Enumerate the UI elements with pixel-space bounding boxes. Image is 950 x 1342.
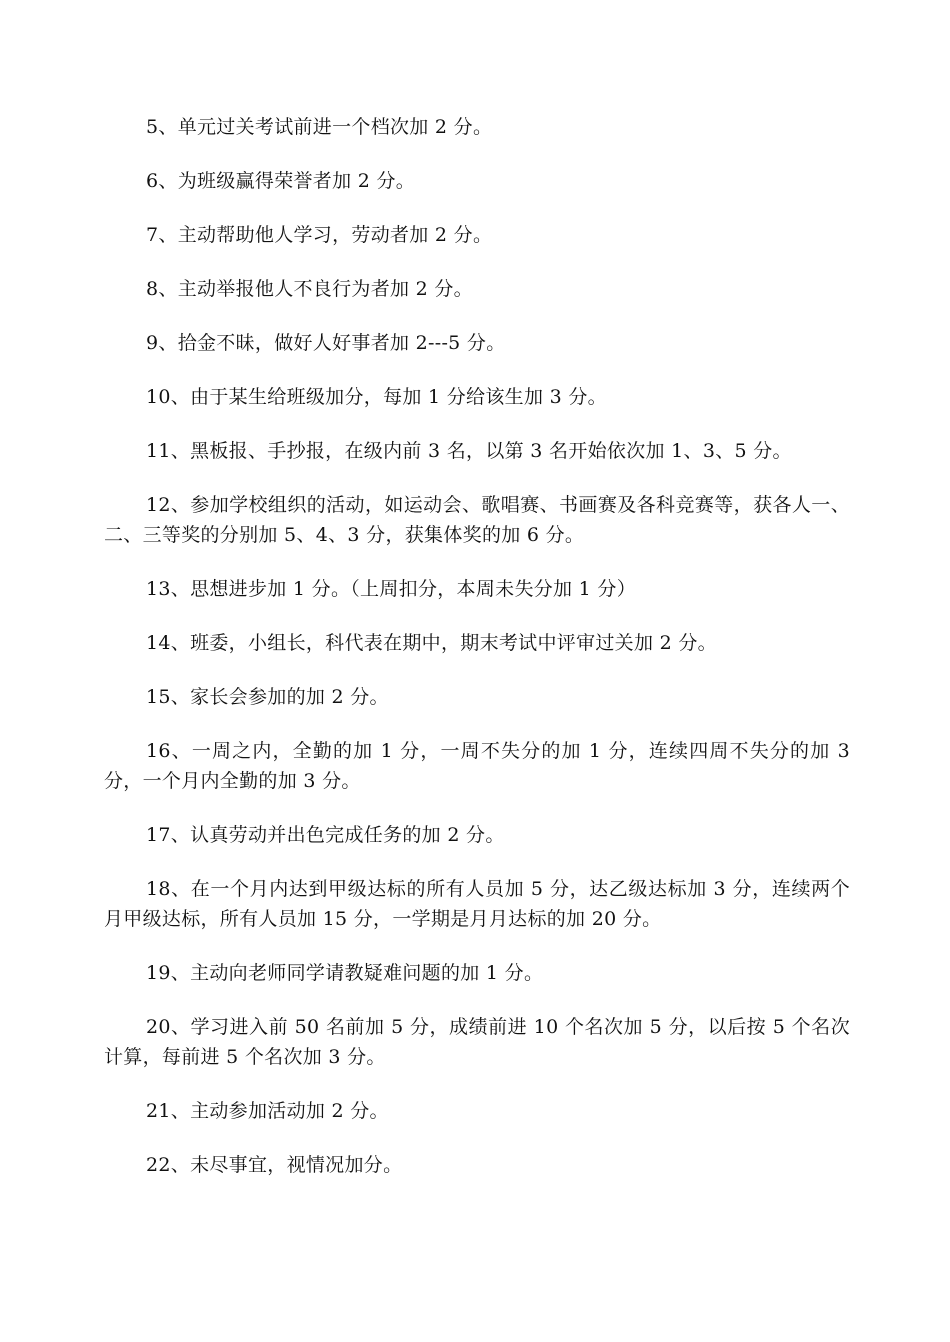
rule-item-10: 10、由于某生给班级加分，每加 1 分给该生加 3 分。 [146, 386, 607, 408]
rule-item-15: 15、家长会参加的加 2 分。 [146, 686, 389, 708]
rule-item-5: 5、单元过关考试前进一个档次加 2 分。 [146, 116, 493, 138]
rule-item-18: 18、在一个月内达到甲级达标的所有人员加 5 分，达乙级达标加 3 分，连续两个月甲级达标，所有人员加 15 分，一学期是月月达标的加 20 分。 [104, 878, 850, 930]
rule-item-16: 16、一周之内，全勤的加 1 分，一周不失分的加 1 分，连续四周不失分的加 3 分，一个月内全勤的加 3 分。 [104, 740, 850, 792]
rule-item-11: 11、黑板报、手抄报，在级内前 3 名，以第 3 名开始依次加 1、3、5 分。 [146, 440, 792, 462]
rule-item-8: 8、主动举报他人不良行为者加 2 分。 [146, 278, 473, 300]
rule-item-21: 21、主动参加活动加 2 分。 [146, 1100, 389, 1122]
rule-item-13: 13、思想进步加 1 分。（上周扣分，本周未失分加 1 分） [146, 578, 637, 600]
rule-item-22: 22、未尽事宜，视情况加分。 [146, 1154, 403, 1176]
rule-item-12: 12、参加学校组织的活动，如运动会、歌唱赛、书画赛及各科竞赛等，获各人一、二、三等奖的分别加 5、4、3 分，获集体奖的加 6 分。 [104, 494, 850, 546]
rule-item-17: 17、认真劳动并出色完成任务的加 2 分。 [146, 824, 505, 846]
rule-item-20: 20、学习进入前 50 名前加 5 分，成绩前进 10 个名次加 5 分，以后按 5 个名次计算，每前进 5 个名次加 3 分。 [104, 1016, 850, 1068]
rule-item-9: 9、拾金不昧，做好人好事者加 2---5 分。 [146, 332, 506, 354]
rule-item-6: 6、为班级赢得荣誉者加 2 分。 [146, 170, 416, 192]
rule-item-19: 19、主动向老师同学请教疑难问题的加 1 分。 [146, 962, 544, 984]
document-body [104, 112, 850, 1204]
rule-item-7: 7、主动帮助他人学习，劳动者加 2 分。 [146, 224, 493, 246]
rule-item-14: 14、班委，小组长，科代表在期中，期末考试中评审过关加 2 分。 [146, 632, 717, 654]
